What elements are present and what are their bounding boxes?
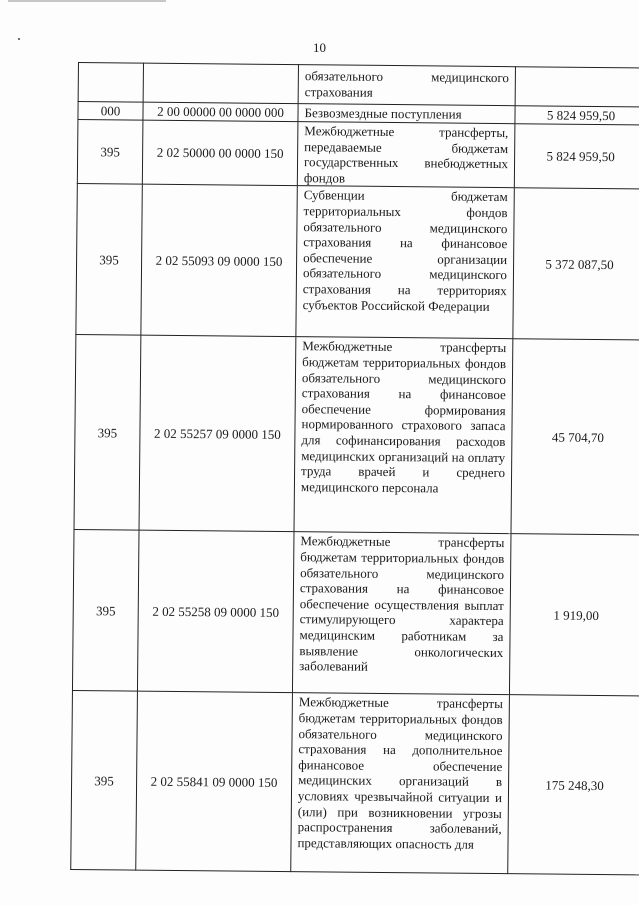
amount-cell: 1 919,00 bbox=[509, 534, 639, 696]
revenue-name-cell bbox=[298, 65, 515, 106]
revenue-name-text: обязательного медицинского страхования bbox=[304, 68, 509, 100]
revenue-name-text: Межбюджетные трансферты, передаваемые бюджетам государственных внебюджетных фондов bbox=[303, 123, 509, 186]
kbk-code-cell: 2 02 55841 09 0000 150 bbox=[136, 691, 293, 871]
table-row bbox=[72, 530, 639, 696]
admin-code-cell bbox=[78, 63, 143, 103]
amount-cell: 5 372 087,50 bbox=[513, 188, 639, 340]
table-row bbox=[78, 63, 639, 107]
kbk-code-cell: 2 02 50000 00 0000 150 bbox=[142, 120, 298, 186]
scan-artifact-line bbox=[8, 0, 166, 2]
kbk-code-cell bbox=[143, 63, 298, 103]
amount-cell: 175 248,30 bbox=[508, 695, 639, 875]
revenue-name-text: Субвенции бюджетам территориальных фондов обязательного медицинского страхования на финансовое обеспечение организации обязательного медицинского страхования на территориях субъектов Российской Федерации bbox=[302, 187, 508, 314]
page-number: 10 bbox=[313, 40, 326, 55]
revenue-name-cell bbox=[292, 532, 511, 695]
table-row bbox=[76, 184, 639, 340]
kbk-code-cell: 2 00 00000 00 0000 000 bbox=[143, 102, 298, 121]
amount-cell: 45 704,70 bbox=[511, 339, 639, 535]
table-row bbox=[77, 120, 639, 190]
admin-code-cell: 395 bbox=[74, 335, 141, 531]
revenue-name-cell bbox=[291, 693, 510, 874]
revenue-table bbox=[70, 62, 639, 876]
admin-code-cell: 395 bbox=[72, 530, 139, 692]
admin-code-cell: 395 bbox=[76, 184, 142, 336]
revenue-name-text: Межбюджетные трансферты бюджетам территориальных фондов обязательного медицинского страхования на дополнительное финансовое обеспечение медицинских организаций в условиях чрезвычайной ситуации и (или) при возникновении угрозы распространения заболеваний, представляющих опасность для bbox=[297, 694, 503, 852]
revenue-name-cell bbox=[294, 337, 513, 534]
kbk-code-cell: 2 02 55258 09 0000 150 bbox=[137, 530, 294, 692]
kbk-code-cell: 2 02 55093 09 0000 150 bbox=[141, 184, 297, 336]
revenue-name-text: Межбюджетные трансферты бюджетам территориальных фондов обязательного медицинского страхования на финансовое обеспечение осуществления выплат стимулирующего характера медицинским работникам за выявление онкологических заболеваний bbox=[299, 533, 505, 674]
admin-code-cell: 000 bbox=[78, 102, 143, 121]
admin-code-cell: 395 bbox=[77, 120, 143, 185]
revenue-name-cell bbox=[296, 186, 514, 339]
revenue-name-text: Межбюджетные трансферты бюджетам территориальных фондов обязательного медицинского страхования на финансовое обеспечение формирования нормированного страхового запаса для софинансирования расходов медицинских организаций на оплату труда врачей и среднего медицинского персонала bbox=[300, 338, 507, 496]
revenue-name-text: Безвозмездные поступления bbox=[304, 105, 462, 122]
table-row bbox=[74, 335, 639, 535]
kbk-code-cell: 2 02 55257 09 0000 150 bbox=[139, 335, 296, 531]
revenue-name-cell bbox=[297, 122, 515, 188]
admin-code-cell: 395 bbox=[71, 691, 138, 871]
amount-cell bbox=[515, 67, 639, 107]
amount-cell: 5 824 959,50 bbox=[515, 106, 639, 125]
revenue-name-cell bbox=[298, 104, 515, 124]
amount-cell: 5 824 959,50 bbox=[514, 124, 639, 190]
table-row bbox=[71, 691, 639, 875]
